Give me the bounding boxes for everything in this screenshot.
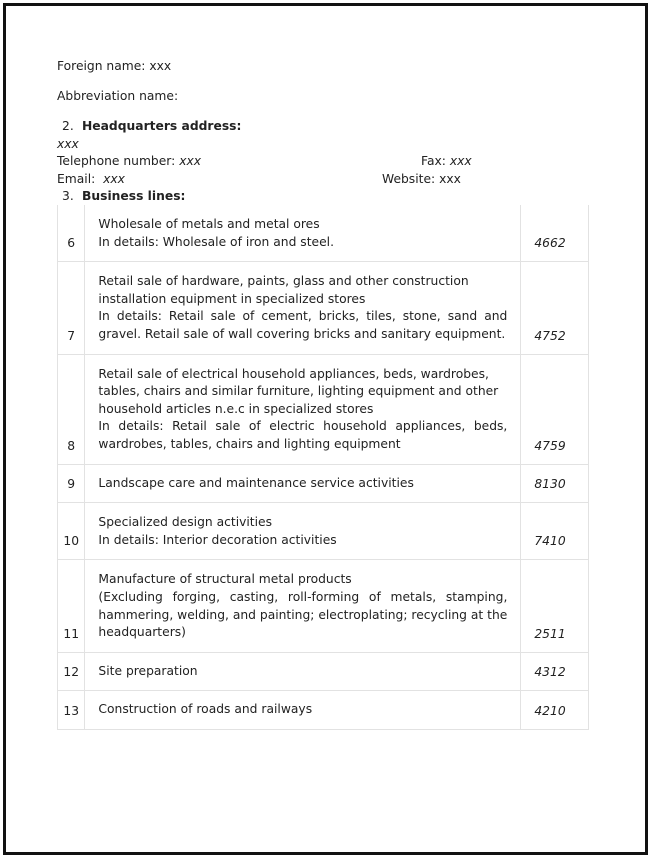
description-line: Retail sale of hardware, paints, glass and other construction (98, 274, 469, 289)
row-description (85, 560, 521, 652)
row-number: 9 (58, 464, 85, 503)
description-line: In details: Retail sale of cement, bricks, tiles, stone, sand and (98, 309, 508, 324)
row-number: 7 (58, 262, 85, 354)
row-description (85, 691, 521, 730)
table-row (58, 262, 589, 354)
row-description (85, 503, 521, 560)
description-line: installation equipment in specialized stores (98, 291, 366, 306)
description-line: Landscape care and maintenance service activities (98, 475, 414, 490)
table-row (58, 652, 589, 691)
table-row (58, 354, 589, 464)
industry-code: 4210 (521, 691, 589, 730)
description-line: Retail sale of electrical household appliances, beds, wardrobes, (98, 366, 489, 381)
description-line: household articles n.e.c in specialized stores (98, 401, 374, 416)
industry-code: 4312 (521, 652, 589, 691)
description-line: tables, chairs and similar furniture, lighting equipment and other (98, 384, 499, 399)
fax-label: Fax: (421, 154, 446, 168)
industry-code: 4759 (521, 354, 589, 464)
section-3-heading (62, 189, 185, 203)
description-line: gravel. Retail sale of wall covering bricks and sanitary equipment. (98, 326, 506, 341)
description-line: Specialized design activities (98, 515, 273, 530)
section-2-number: 2. (62, 119, 74, 133)
row-description (85, 262, 521, 354)
description-line: Wholesale of metals and metal ores (98, 217, 320, 231)
address-value: xxx (57, 137, 79, 151)
fax-value: xxx (449, 154, 472, 168)
telephone (57, 154, 201, 168)
industry-code: 8130 (521, 464, 589, 503)
row-number: 12 (58, 652, 85, 691)
row-number: 13 (58, 691, 85, 730)
description-line: headquarters) (98, 625, 186, 640)
industry-code: 2511 (521, 560, 589, 652)
row-number: 6 (58, 205, 85, 262)
section-2-heading (62, 119, 241, 133)
description-line: (Excluding forging, casting, roll-forming of metals, stamping, (98, 589, 508, 604)
website: Website: xxx (382, 172, 461, 186)
section-3-number: 3. (62, 189, 74, 203)
abbreviation-name: Abbreviation name: (57, 89, 179, 103)
row-description (85, 464, 521, 503)
email-label: Email: (57, 172, 96, 186)
table-row (58, 560, 589, 652)
row-description (85, 205, 521, 262)
description-line: In details: Retail sale of electric household appliances, beds, (98, 419, 508, 434)
description-line: Construction of roads and railways (98, 702, 313, 717)
section-2-title: Headquarters address: (82, 119, 242, 133)
table-row (58, 691, 589, 730)
industry-code: 4752 (521, 262, 589, 354)
row-number: 10 (58, 503, 85, 560)
row-description (85, 652, 521, 691)
email-value: xxx (103, 172, 125, 186)
table-row (58, 205, 589, 262)
fax (421, 154, 472, 168)
row-number: 8 (58, 354, 85, 464)
business-lines-body (58, 205, 589, 729)
telephone-value: xxx (179, 154, 202, 168)
section-3-title: Business lines: (82, 189, 186, 203)
description-line: Manufacture of structural metal products (98, 572, 352, 587)
telephone-label: Telephone number: (57, 154, 176, 168)
industry-code: 4662 (521, 205, 589, 262)
description-line: In details: Wholesale of iron and steel. (98, 234, 334, 249)
description-line: wardrobes, tables, chairs and lighting equipment (98, 436, 401, 451)
table-row (58, 503, 589, 560)
description-line: Site preparation (98, 663, 198, 678)
description-line: In details: Interior decoration activities (98, 532, 337, 547)
industry-code: 7410 (521, 503, 589, 560)
table-row (58, 464, 589, 503)
row-description (85, 354, 521, 464)
business-lines-table (57, 205, 589, 730)
email (57, 172, 125, 186)
foreign-name: Foreign name: xxx (57, 59, 172, 73)
description-line: hammering, welding, and painting; electroplating; recycling at the (98, 607, 508, 622)
row-number: 11 (58, 560, 85, 652)
